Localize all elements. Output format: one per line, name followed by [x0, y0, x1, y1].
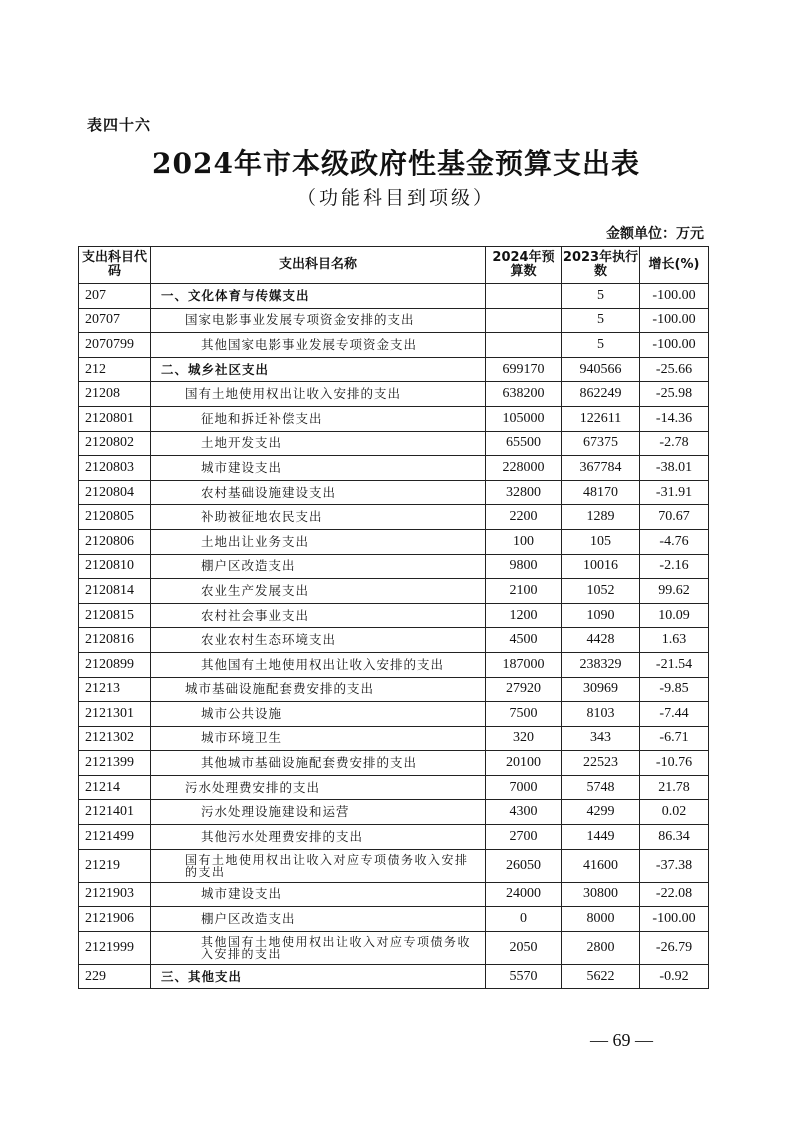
cell-code: 2121903	[79, 882, 151, 907]
cell-code: 2120806	[79, 529, 151, 554]
cell-growth: 99.62	[640, 579, 709, 604]
cell-exec: 5748	[562, 775, 640, 800]
cell-name: 棚户区改造支出	[151, 554, 486, 579]
cell-name: 国有土地使用权出让收入安排的支出	[151, 382, 486, 407]
cell-budget: 2050	[486, 931, 562, 964]
cell-name: 农村基础设施建设支出	[151, 480, 486, 505]
cell-code: 212	[79, 357, 151, 382]
cell-growth: -100.00	[640, 333, 709, 358]
cell-exec: 4299	[562, 800, 640, 825]
cell-growth: 1.63	[640, 628, 709, 653]
cell-code: 2120801	[79, 406, 151, 431]
table-row	[79, 931, 709, 964]
cell-code: 2120810	[79, 554, 151, 579]
cell-growth: -26.79	[640, 931, 709, 964]
table-header-row	[79, 247, 709, 284]
table-row	[79, 849, 709, 882]
table-label: 表四十六	[87, 116, 152, 134]
table-row	[79, 382, 709, 407]
table-row	[79, 702, 709, 727]
cell-code: 2120802	[79, 431, 151, 456]
cell-exec: 48170	[562, 480, 640, 505]
cell-exec: 8103	[562, 702, 640, 727]
cell-name: 其他国有土地使用权出让收入安排的支出	[151, 652, 486, 677]
cell-growth: 10.09	[640, 603, 709, 628]
cell-code: 2121301	[79, 702, 151, 727]
cell-name: 国有土地使用权出让收入对应专项债务收入安排的支出	[151, 849, 486, 882]
cell-code: 2120816	[79, 628, 151, 653]
cell-budget	[486, 308, 562, 333]
cell-name: 城市建设支出	[151, 882, 486, 907]
cell-code: 207	[79, 284, 151, 309]
cell-exec: 8000	[562, 907, 640, 932]
col-header-name: 支出科目名称	[151, 247, 486, 284]
table-row	[79, 964, 709, 989]
table-row	[79, 529, 709, 554]
cell-code: 2121302	[79, 726, 151, 751]
table-row	[79, 628, 709, 653]
cell-name: 其他国有土地使用权出让收入对应专项债务收入安排的支出	[151, 931, 486, 964]
cell-exec: 1052	[562, 579, 640, 604]
cell-growth: -25.66	[640, 357, 709, 382]
cell-code: 21208	[79, 382, 151, 407]
cell-exec: 238329	[562, 652, 640, 677]
table-row	[79, 751, 709, 776]
cell-name: 土地开发支出	[151, 431, 486, 456]
cell-budget: 24000	[486, 882, 562, 907]
cell-budget: 5570	[486, 964, 562, 989]
cell-code: 2120814	[79, 579, 151, 604]
cell-growth: -9.85	[640, 677, 709, 702]
page-number: — 69 —	[590, 1030, 653, 1050]
table-row	[79, 800, 709, 825]
cell-name: 土地出让业务支出	[151, 529, 486, 554]
cell-exec: 10016	[562, 554, 640, 579]
cell-name: 其他国家电影事业发展专项资金支出	[151, 333, 486, 358]
cell-code: 20707	[79, 308, 151, 333]
cell-code: 21214	[79, 775, 151, 800]
cell-budget: 187000	[486, 652, 562, 677]
cell-exec: 41600	[562, 849, 640, 882]
cell-growth: -100.00	[640, 907, 709, 932]
cell-exec: 30800	[562, 882, 640, 907]
table-row	[79, 825, 709, 850]
cell-growth: 0.02	[640, 800, 709, 825]
cell-growth: -4.76	[640, 529, 709, 554]
cell-growth: -0.92	[640, 964, 709, 989]
cell-code: 2120899	[79, 652, 151, 677]
cell-code: 2120815	[79, 603, 151, 628]
cell-budget: 228000	[486, 456, 562, 481]
cell-growth: -2.78	[640, 431, 709, 456]
cell-growth: -25.98	[640, 382, 709, 407]
cell-budget: 2200	[486, 505, 562, 530]
table-row	[79, 456, 709, 481]
col-header-code: 支出科目代码	[79, 247, 151, 284]
table-row	[79, 333, 709, 358]
cell-exec: 122611	[562, 406, 640, 431]
cell-exec: 5	[562, 284, 640, 309]
col-header-growth: 增长(%)	[640, 247, 709, 284]
cell-growth: -100.00	[640, 284, 709, 309]
cell-name: 其他污水处理费安排的支出	[151, 825, 486, 850]
cell-growth: -7.44	[640, 702, 709, 727]
cell-name: 城市基础设施配套费安排的支出	[151, 677, 486, 702]
cell-code: 2121906	[79, 907, 151, 932]
table-row	[79, 406, 709, 431]
cell-name: 棚户区改造支出	[151, 907, 486, 932]
cell-growth: -21.54	[640, 652, 709, 677]
cell-budget: 7000	[486, 775, 562, 800]
cell-code: 2121999	[79, 931, 151, 964]
cell-budget: 32800	[486, 480, 562, 505]
table-row	[79, 775, 709, 800]
cell-name: 污水处理设施建设和运营	[151, 800, 486, 825]
cell-exec: 367784	[562, 456, 640, 481]
cell-exec: 105	[562, 529, 640, 554]
cell-code: 2120803	[79, 456, 151, 481]
table-row	[79, 907, 709, 932]
page-subtitle: （功能科目到项级）	[296, 187, 495, 209]
table-row	[79, 882, 709, 907]
cell-budget: 27920	[486, 677, 562, 702]
cell-name: 二、城乡社区支出	[151, 357, 486, 382]
cell-budget: 105000	[486, 406, 562, 431]
cell-growth: 86.34	[640, 825, 709, 850]
cell-budget: 320	[486, 726, 562, 751]
table-row	[79, 480, 709, 505]
cell-name: 城市建设支出	[151, 456, 486, 481]
table-body	[79, 284, 709, 989]
cell-code: 2120804	[79, 480, 151, 505]
cell-exec: 1289	[562, 505, 640, 530]
cell-budget: 65500	[486, 431, 562, 456]
cell-exec: 343	[562, 726, 640, 751]
cell-name: 三、其他支出	[151, 964, 486, 989]
table-row	[79, 677, 709, 702]
cell-name: 农村社会事业支出	[151, 603, 486, 628]
cell-growth: -10.76	[640, 751, 709, 776]
cell-exec: 5	[562, 308, 640, 333]
table-row	[79, 603, 709, 628]
unit-label: 金额单位：万元	[606, 226, 704, 242]
cell-budget: 26050	[486, 849, 562, 882]
table-row	[79, 505, 709, 530]
cell-code: 2121399	[79, 751, 151, 776]
table-row	[79, 726, 709, 751]
cell-exec: 2800	[562, 931, 640, 964]
cell-budget	[486, 333, 562, 358]
cell-budget: 20100	[486, 751, 562, 776]
cell-budget: 2100	[486, 579, 562, 604]
cell-name: 征地和拆迁补偿支出	[151, 406, 486, 431]
cell-name: 城市环境卫生	[151, 726, 486, 751]
cell-name: 农业农村生态环境支出	[151, 628, 486, 653]
cell-exec: 67375	[562, 431, 640, 456]
cell-exec: 862249	[562, 382, 640, 407]
cell-name: 国家电影事业发展专项资金安排的支出	[151, 308, 486, 333]
cell-code: 21219	[79, 849, 151, 882]
cell-budget: 4300	[486, 800, 562, 825]
cell-budget: 4500	[486, 628, 562, 653]
cell-growth: -100.00	[640, 308, 709, 333]
cell-name: 其他城市基础设施配套费安排的支出	[151, 751, 486, 776]
cell-exec: 940566	[562, 357, 640, 382]
table-row	[79, 652, 709, 677]
cell-growth: -31.91	[640, 480, 709, 505]
cell-exec: 4428	[562, 628, 640, 653]
cell-budget: 1200	[486, 603, 562, 628]
cell-exec: 30969	[562, 677, 640, 702]
cell-growth: -37.38	[640, 849, 709, 882]
col-header-budget: 2024年预算数	[486, 247, 562, 284]
cell-budget: 100	[486, 529, 562, 554]
cell-exec: 5622	[562, 964, 640, 989]
cell-growth: -6.71	[640, 726, 709, 751]
cell-name: 一、文化体育与传媒支出	[151, 284, 486, 309]
cell-code: 21213	[79, 677, 151, 702]
cell-code: 2121499	[79, 825, 151, 850]
col-header-exec: 2023年执行数	[562, 247, 640, 284]
cell-budget: 9800	[486, 554, 562, 579]
cell-exec: 5	[562, 333, 640, 358]
cell-name: 污水处理费安排的支出	[151, 775, 486, 800]
cell-budget: 0	[486, 907, 562, 932]
table-row	[79, 554, 709, 579]
cell-growth: -22.08	[640, 882, 709, 907]
cell-budget	[486, 284, 562, 309]
table-row	[79, 357, 709, 382]
cell-name: 城市公共设施	[151, 702, 486, 727]
cell-growth: -2.16	[640, 554, 709, 579]
table-row	[79, 579, 709, 604]
cell-name: 补助被征地农民支出	[151, 505, 486, 530]
cell-code: 2120805	[79, 505, 151, 530]
cell-code: 2121401	[79, 800, 151, 825]
cell-exec: 22523	[562, 751, 640, 776]
cell-growth: 70.67	[640, 505, 709, 530]
cell-budget: 638200	[486, 382, 562, 407]
table-row	[79, 284, 709, 309]
cell-code: 2070799	[79, 333, 151, 358]
table-row	[79, 308, 709, 333]
cell-code: 229	[79, 964, 151, 989]
cell-exec: 1449	[562, 825, 640, 850]
cell-budget: 699170	[486, 357, 562, 382]
cell-exec: 1090	[562, 603, 640, 628]
cell-budget: 7500	[486, 702, 562, 727]
table-row	[79, 431, 709, 456]
cell-budget: 2700	[486, 825, 562, 850]
page-title: 2024年市本级政府性基金预算支出表	[152, 147, 640, 180]
cell-growth: -38.01	[640, 456, 709, 481]
cell-growth: -14.36	[640, 406, 709, 431]
cell-name: 农业生产发展支出	[151, 579, 486, 604]
budget-table	[78, 246, 709, 989]
cell-growth: 21.78	[640, 775, 709, 800]
